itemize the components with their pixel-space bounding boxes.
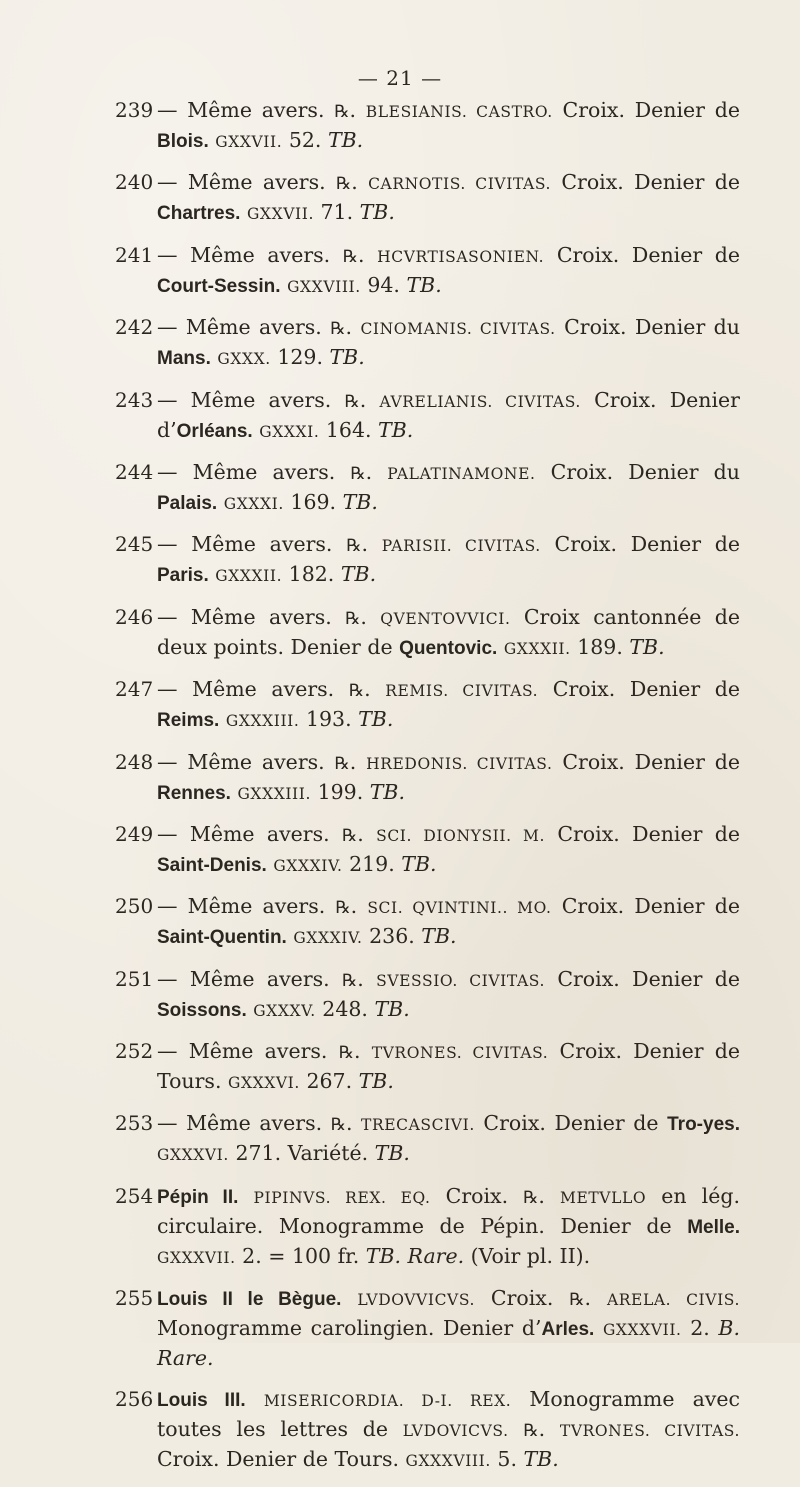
entry-text: 182. bbox=[282, 562, 341, 587]
entry-text: Croix. Denier de bbox=[551, 170, 740, 195]
catalog-entry bbox=[115, 675, 740, 735]
entry-text bbox=[509, 1417, 524, 1441]
catalog-entry bbox=[115, 820, 740, 880]
entry-text: 52. bbox=[282, 128, 328, 152]
reverse-symbol: ℞ bbox=[523, 1420, 539, 1441]
entry-text: Melle. bbox=[687, 1216, 740, 1238]
entry-text: GXXVIII. bbox=[287, 277, 361, 296]
entry-text: Croix. Denier de bbox=[552, 749, 740, 774]
reverse-symbol: ℞ bbox=[342, 825, 358, 846]
entry-text: PALATINAMONE. bbox=[387, 464, 536, 483]
entry-text: GXXXIV. bbox=[293, 929, 363, 948]
entry-text: SVESSIO. CIVITAS. bbox=[376, 971, 545, 990]
entry-text bbox=[238, 1184, 253, 1208]
entry-text: Paris. bbox=[157, 565, 209, 587]
entry-text: TB. bbox=[629, 634, 665, 659]
reverse-symbol: ℞ bbox=[335, 898, 351, 919]
entry-number: 256 bbox=[115, 1386, 154, 1411]
entry-text: TB. bbox=[374, 1141, 410, 1166]
entry-text: HREDONIS. CIVITAS. bbox=[366, 754, 553, 773]
entry-text: TB. bbox=[329, 345, 365, 370]
entry-number: 250 bbox=[115, 894, 154, 919]
entry-text: Court-Sessin. bbox=[157, 275, 281, 297]
entry-number: 239 bbox=[115, 98, 154, 122]
entry-text: AVRELIANIS. CIVITAS. bbox=[379, 392, 581, 411]
entry-text: Croix. Denier du bbox=[555, 315, 740, 340]
entry-text: GXXXIII. bbox=[225, 712, 300, 731]
catalog-entries bbox=[115, 96, 740, 1487]
reverse-symbol: ℞ bbox=[348, 681, 365, 702]
entry-text: Arles. bbox=[541, 1319, 595, 1341]
catalog-entry bbox=[115, 96, 740, 156]
entry-text: — Même avers. bbox=[157, 966, 342, 991]
entry-number: 254 bbox=[115, 1183, 154, 1208]
reverse-symbol: ℞ bbox=[330, 319, 346, 340]
entry-text: — Même avers. bbox=[157, 604, 346, 629]
entry-text: ARELA. CIVIS. bbox=[606, 1291, 740, 1310]
entry-text: HCVRTISASONIEN. bbox=[377, 247, 545, 266]
entry-number: 253 bbox=[115, 1111, 154, 1136]
entry-text: GXXXI. bbox=[259, 422, 320, 441]
entry-text: TB. bbox=[327, 128, 364, 152]
entry-text: . bbox=[360, 604, 381, 629]
entry-text: CARNOTIS. CIVITAS. bbox=[368, 175, 552, 194]
entry-text: PARISII. CIVITAS. bbox=[381, 537, 541, 556]
entry-text: GXXXVII. bbox=[602, 1321, 682, 1340]
entry-text: GXXXIV. bbox=[273, 856, 343, 875]
entry-text: 169. bbox=[283, 489, 343, 514]
entry-text: MISERICORDIA. D-I. REX. bbox=[263, 1391, 512, 1410]
entry-text: Rennes. bbox=[157, 782, 231, 804]
entry-text: TVRONES. CIVITAS. bbox=[371, 1044, 549, 1063]
entry-text: — Même avers. bbox=[157, 677, 349, 702]
entry-text: . bbox=[357, 966, 377, 991]
entry-text: Croix cantonnée de deux points. Denier de bbox=[157, 604, 740, 659]
reverse-symbol: ℞ bbox=[342, 970, 358, 991]
entry-text: Chartres. bbox=[157, 203, 241, 225]
entry-text: Reims. bbox=[157, 710, 220, 732]
entry-text: . bbox=[359, 387, 380, 412]
entry-text: Croix. Denier de bbox=[552, 98, 740, 122]
reverse-symbol: ℞ bbox=[330, 1115, 346, 1136]
entry-text: TRECASCIVI. bbox=[361, 1116, 475, 1135]
entry-text: Soissons. bbox=[157, 999, 247, 1021]
entry-text: TB. bbox=[358, 707, 394, 732]
entry-number: 245 bbox=[115, 532, 154, 557]
entry-text: — Même avers. bbox=[157, 387, 345, 412]
entry-number: 243 bbox=[115, 387, 154, 412]
entry-number: 255 bbox=[115, 1286, 154, 1311]
entry-number: 251 bbox=[115, 966, 154, 991]
entry-text: GXXXVI. bbox=[227, 1074, 300, 1093]
entry-text: 267. bbox=[299, 1069, 359, 1094]
entry-text: TB. Rare. bbox=[365, 1243, 465, 1268]
entry-text: 193. bbox=[299, 707, 359, 732]
entry-text: — Même avers. bbox=[157, 1111, 331, 1136]
reverse-symbol: ℞ bbox=[335, 174, 352, 195]
entry-text: . bbox=[351, 170, 369, 195]
catalog-entry bbox=[115, 1037, 740, 1097]
entry-text: GXXVII. bbox=[246, 205, 314, 224]
entry-text: Croix. Denier d’ bbox=[157, 387, 740, 442]
entry-text: Pépin II. bbox=[157, 1186, 239, 1208]
catalog-entry bbox=[115, 748, 740, 808]
reverse-symbol: ℞ bbox=[334, 102, 350, 122]
entry-text: . bbox=[350, 894, 368, 919]
entry-text: TB. bbox=[374, 996, 410, 1021]
catalog-entry bbox=[115, 1109, 740, 1169]
entry-text: . bbox=[364, 677, 386, 702]
catalog-entry bbox=[115, 1284, 740, 1372]
catalog-entry bbox=[115, 313, 740, 373]
entry-text: Croix. Denier de bbox=[538, 677, 741, 702]
entry-text: 5. bbox=[490, 1446, 524, 1471]
entry-text bbox=[341, 1286, 357, 1310]
entry-text: Croix. Denier de Tours. bbox=[157, 1446, 406, 1471]
entry-text: GXXXVII. bbox=[157, 1248, 236, 1267]
entry-text: — Même avers. bbox=[157, 1039, 339, 1064]
entry-text: . bbox=[358, 242, 378, 267]
entry-text: . bbox=[361, 532, 382, 557]
entry-text: TB. bbox=[406, 272, 442, 297]
reverse-symbol: ℞ bbox=[569, 1290, 585, 1311]
entry-text: Orléans. bbox=[176, 420, 253, 442]
catalog-entry bbox=[115, 1182, 740, 1272]
entry-text: GXXX. bbox=[217, 350, 271, 369]
entry-text: Louis III. bbox=[157, 1389, 246, 1411]
catalog-entry bbox=[115, 168, 740, 228]
entry-text: . bbox=[538, 1183, 560, 1208]
entry-text: BLESIANIS. CASTRO. bbox=[365, 103, 553, 121]
entry-text: Croix. Denier de bbox=[540, 532, 740, 557]
page-number: — 21 — bbox=[357, 66, 443, 90]
entry-text: Croix. bbox=[430, 1183, 524, 1208]
catalog-entry bbox=[115, 965, 740, 1025]
entry-text: PIPINVS. REX. EQ. bbox=[253, 1188, 431, 1207]
entry-text: GXXXV. bbox=[253, 1001, 316, 1020]
entry-text: Tro-yes. bbox=[667, 1114, 740, 1136]
entry-number: 246 bbox=[115, 604, 154, 629]
entry-text: — Même avers. bbox=[157, 315, 331, 340]
entry-number: 242 bbox=[115, 315, 154, 340]
entry-text: 219. bbox=[342, 851, 402, 876]
entry-text: GXXXII. bbox=[503, 639, 571, 658]
entry-text: TB. bbox=[358, 1069, 394, 1094]
entry-text: Mans. bbox=[157, 348, 211, 370]
entry-text bbox=[594, 1316, 603, 1340]
entry-number: 247 bbox=[115, 677, 154, 702]
entry-text: TB. bbox=[359, 200, 395, 225]
reverse-symbol: ℞ bbox=[350, 463, 366, 484]
entry-text: . bbox=[365, 459, 388, 484]
entry-text: REMIS. CIVITAS. bbox=[385, 682, 539, 701]
entry-text: TB. bbox=[401, 851, 437, 876]
entry-text: Croix. bbox=[475, 1286, 570, 1311]
entry-text: Saint-Denis. bbox=[157, 854, 267, 876]
entry-text: TB. bbox=[523, 1446, 559, 1471]
entry-text: . bbox=[349, 98, 366, 122]
catalog-entry bbox=[115, 892, 740, 952]
entry-text: TB. bbox=[340, 562, 377, 587]
entry-text: — Même avers. bbox=[157, 894, 336, 919]
catalog-entry bbox=[115, 1385, 740, 1475]
reverse-symbol: ℞ bbox=[338, 1043, 354, 1064]
entry-text: Louis II le Bègue. bbox=[157, 1289, 342, 1311]
entry-text: Monogramme carolingien. Denier d’ bbox=[157, 1316, 542, 1341]
entry-text: — Même avers. bbox=[157, 749, 335, 774]
entry-text: Saint-Quentin. bbox=[157, 927, 287, 949]
entry-text: — Même avers. bbox=[157, 821, 342, 846]
entry-text: QVENTOVVICI. bbox=[380, 609, 511, 628]
reverse-symbol: ℞ bbox=[523, 1187, 539, 1208]
reverse-symbol: ℞ bbox=[345, 608, 361, 629]
catalog-entry bbox=[115, 458, 740, 518]
entry-number: 240 bbox=[115, 170, 154, 195]
entry-text: GXXXVIII. bbox=[405, 1451, 491, 1470]
entry-text: SCI. QVINTINI.. MO. bbox=[367, 899, 552, 918]
entry-text: Croix. Denier de bbox=[474, 1111, 668, 1136]
entry-text: CINOMANIS. CIVITAS. bbox=[360, 320, 556, 339]
reverse-symbol: ℞ bbox=[334, 753, 350, 774]
entry-text bbox=[246, 1387, 264, 1411]
entry-text: TVRONES. CIVITAS. bbox=[559, 1421, 740, 1440]
entry-text: (Voir pl. II). bbox=[464, 1243, 591, 1268]
entry-text: GXXVII. bbox=[215, 133, 283, 151]
entry-text: . bbox=[538, 1416, 560, 1441]
entry-text: LVDOVVICVS. bbox=[357, 1291, 476, 1310]
entry-text: 236. bbox=[362, 924, 422, 949]
entry-text: — Même avers. bbox=[157, 98, 335, 122]
entry-text: GXXXIII. bbox=[237, 784, 312, 803]
entry-text: TB. bbox=[421, 924, 457, 949]
entry-text: Croix. Denier de bbox=[544, 242, 740, 267]
entry-text: . bbox=[345, 1111, 362, 1136]
entry-text: . bbox=[349, 749, 367, 774]
entry-text: 129. bbox=[270, 345, 330, 370]
entry-text: GXXXII. bbox=[215, 567, 283, 586]
entry-text: TB. bbox=[378, 417, 414, 442]
entry-text: 189. bbox=[570, 634, 630, 659]
entry-number: 244 bbox=[115, 459, 154, 484]
reverse-symbol: ℞ bbox=[346, 536, 362, 557]
entry-text: METVLLO bbox=[559, 1188, 647, 1207]
entry-text: . bbox=[357, 821, 377, 846]
entry-text: Croix. Denier du bbox=[535, 459, 740, 484]
entry-text: — Même avers. bbox=[157, 532, 347, 557]
entry-text: . bbox=[353, 1039, 372, 1064]
entry-text: Croix. Denier de bbox=[551, 894, 740, 919]
entry-text: 271. Variété. bbox=[228, 1141, 375, 1166]
entry-text: 164. bbox=[319, 417, 379, 442]
entry-text: 248. bbox=[315, 996, 375, 1021]
entry-text: — Même avers. bbox=[157, 459, 351, 484]
entry-text: GXXXI. bbox=[223, 494, 284, 513]
entry-text: B. Rare. bbox=[157, 1316, 740, 1371]
entry-text: Croix. Denier de Tours. bbox=[157, 1039, 740, 1094]
catalog-entry bbox=[115, 530, 740, 590]
entry-text: 199. bbox=[311, 779, 370, 804]
catalog-entry bbox=[115, 241, 740, 301]
catalog-entry bbox=[115, 603, 740, 663]
entry-number: 241 bbox=[115, 242, 154, 267]
entry-number: 248 bbox=[115, 749, 154, 774]
entry-text: Croix. Denier de bbox=[544, 966, 740, 991]
entry-text: 71. bbox=[313, 200, 360, 225]
entry-text: . bbox=[584, 1286, 607, 1311]
entry-text: Blois. bbox=[157, 131, 209, 152]
entry-text: Palais. bbox=[157, 492, 218, 514]
entry-text: en lég. circulaire. Monogramme de Pépin. Denier de bbox=[157, 1183, 740, 1238]
entry-number: 252 bbox=[115, 1039, 154, 1064]
catalog-entry bbox=[115, 386, 740, 446]
entry-text: — Même avers. bbox=[157, 170, 336, 195]
entry-text: . bbox=[345, 315, 361, 340]
entry-text: Monogramme avec toutes les lettres de bbox=[157, 1386, 741, 1441]
entry-text: LVDOVICVS. bbox=[402, 1421, 509, 1440]
reverse-symbol: ℞ bbox=[342, 246, 359, 267]
entry-number: 249 bbox=[115, 821, 154, 846]
entry-text: Croix. Denier de bbox=[544, 821, 740, 846]
entry-text: 2. bbox=[681, 1316, 719, 1341]
entry-text: GXXXVI. bbox=[157, 1146, 229, 1165]
entry-text: 2. = 100 fr. bbox=[235, 1243, 366, 1268]
entry-text: SCI. DIONYSII. M. bbox=[376, 826, 545, 845]
entry-text: TB. bbox=[342, 489, 378, 514]
entry-text: Quentovic. bbox=[399, 637, 498, 659]
entry-text: — Même avers. bbox=[157, 242, 343, 267]
entry-text: TB. bbox=[369, 779, 405, 804]
reverse-symbol: ℞ bbox=[344, 391, 360, 412]
entry-text: 94. bbox=[360, 272, 407, 297]
